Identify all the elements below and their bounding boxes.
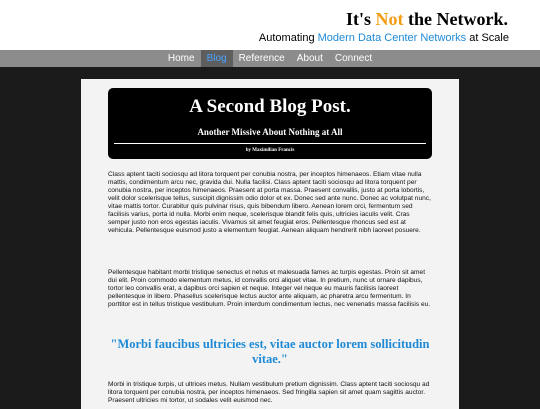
post-paragraph: Pellentesque habitant morbi tristique senectus et netus et malesuada fames ac turpis egestas. Proin sit amet dui elit. Proin commodo elementum metus, id convallis orci aliquet vitae. In pretium, nunc ut ornare dapibus, tortor leo convallis erat, a dapibus orci sapien et neque. Integer vel neque eu mauris facilisis laoreet pellentesque in libero. Phasellus scelerisque lectus auctor ante aliquam, ac pharetra arcu fermentum. In porttitor est in tellus tristique vestibulum. Proin interdum condimentum lectus, nec venenatis massa facilisis eu. [108,269,431,308]
post-banner [108,88,432,159]
site-title-end: the Network. [403,9,508,29]
nav-item-blog[interactable]: Blog [201,50,233,67]
tagline-post: at Scale [466,32,509,44]
site-header [0,0,540,50]
site-title[interactable] [346,9,508,30]
site-title-accent: Not [375,9,404,29]
blog-post [81,79,459,409]
post-byline: by Maximilian Francis [245,148,295,153]
nav-item-connect[interactable]: Connect [334,53,373,64]
post-subtitle: Another Missive About Nothing at All [197,127,343,137]
nav-item-home[interactable]: Home [167,53,195,64]
banner-divider [114,143,426,144]
site-title-start: It's [346,9,376,29]
post-paragraph: Morbi in tristique turpis, ut ultrices metus. Nullam vestibulum pretium dignissim. Class aptent taciti sociosqu ad litora torquent per conubia nostra, per inceptos himenaeos. Sed fringilla sapien sit amet quam sagittis auctor. Praesent ultricies mi tortor, ut sodales velit euismod nec. [108,381,430,404]
main-nav [0,50,540,67]
nav-item-reference[interactable]: Reference [238,53,285,64]
tagline-pre: Automating [258,32,318,44]
nav-item-about[interactable]: About [296,53,323,64]
post-title: A Second Blog Post. [189,96,351,117]
site-tagline [259,32,509,44]
post-paragraph: Class aptent taciti sociosqu ad litora torquent per conubia nostra, per inceptos himenaeos. Etiam vitae nulla mattis, condimentum arcu nec, gravida dui. Nulla facilisi. Class aptent taciti sociosqu ad litora torquent per conubia nostra, per inceptos himenaeos. Praesent at porta massa. Praesent convallis, justo at porta lobortis, velit dolor scelerisque tellus, suscipit dignissim odio dolor et ex. Donec sed ante nunc. Donec ac volutpat nunc, vitae mattis tortor. Curabitur quis pulvinar risus, quis bibendum libero. Aenean lorem orci, fermentum sed facilisis varius, porta id nulla. Morbi enim neque, scelerisque blandit felis quis, ultricies iaculis velit. Cras semper justo non eros egestas iaculis. Vivamus sit amet feugiat eros. Pellentesque rhoncus sed est at vehicula. Pellentesque euismod justo a elementum feugiat. Aenean aliquam hendrerit nibh laoreet posuere. [108,171,431,234]
pull-quote: "Morbi faucibus ultricies est, vitae auctor lorem sollicitudin vitae." [110,337,430,366]
tagline-link[interactable]: Modern Data Center Networks [317,32,467,44]
